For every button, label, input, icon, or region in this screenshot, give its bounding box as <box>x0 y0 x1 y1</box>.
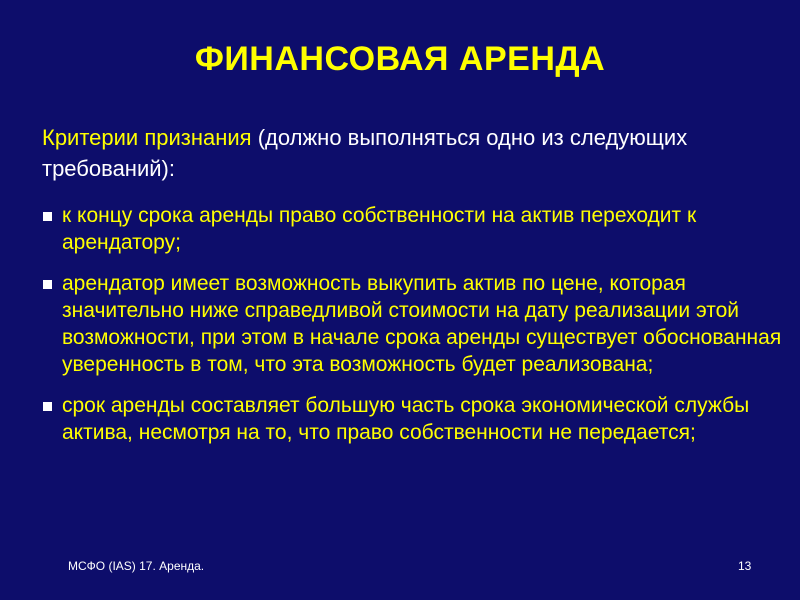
criteria-item <box>42 270 782 378</box>
slide-title: ФИНАНСОВАЯ АРЕНДА <box>194 40 606 78</box>
criteria-item <box>42 202 782 256</box>
square-bullet-icon <box>43 402 52 411</box>
square-bullet-icon <box>43 212 52 221</box>
page-number: 13 <box>738 559 752 573</box>
criteria-item <box>42 392 782 446</box>
intro-paragraph <box>42 122 762 184</box>
criteria-item-text: срок аренды составляет большую часть срока экономической службы актива, несмотря на то, что право собственности не передается; <box>62 394 750 444</box>
criteria-list <box>42 202 782 460</box>
criteria-item-text: к концу срока аренды право собственности на актив переходит к арендатору; <box>62 204 697 254</box>
criteria-item-text: арендатор имеет возможность выкупить актив по цене, которая значительно ниже справедливой стоимости на дату реализации этой возможности, при этом в начале срока аренды существует обоснованная уверенность в том, что эта возможность будет реализована; <box>62 272 782 376</box>
intro-highlight: Критерии признания <box>42 125 252 150</box>
square-bullet-icon <box>43 280 52 289</box>
footer-source: МСФО (IAS) 17. Аренда. <box>68 559 205 573</box>
intro-rest: (должно выполняться одно из следующих требований): <box>42 125 688 181</box>
